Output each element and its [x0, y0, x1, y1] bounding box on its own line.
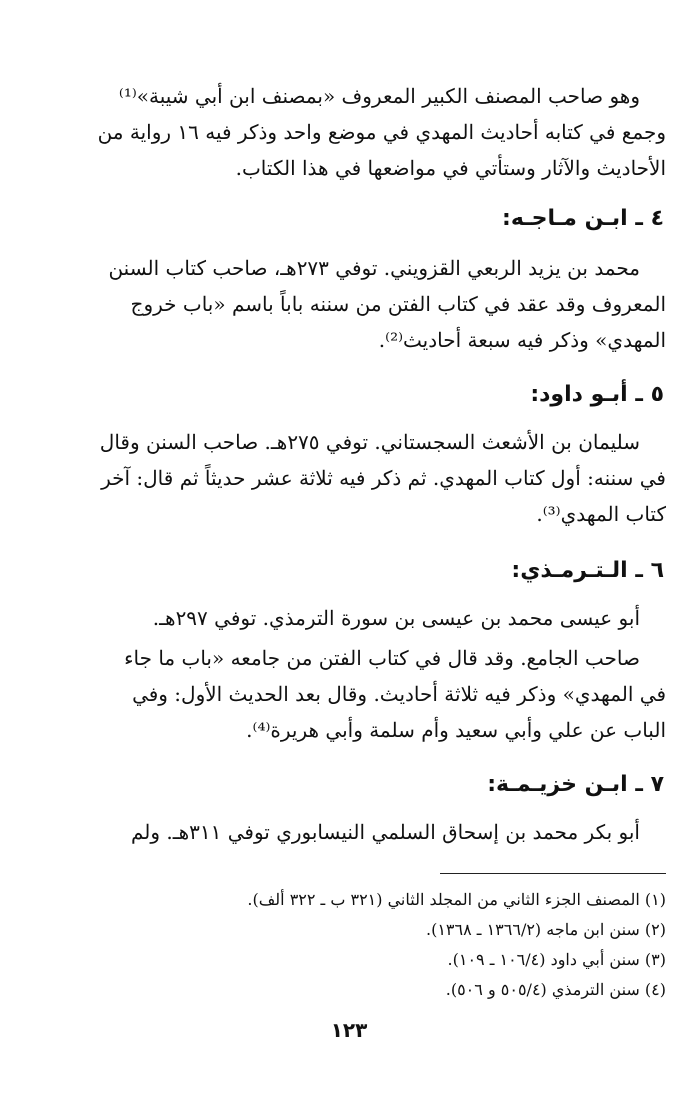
text-line: وهو صاحب المصنف الكبير المعروف «بمصنف ابن أبي شيبة»⁽¹⁾ [118, 84, 640, 108]
paragraph-tirmidhi-jami [72, 640, 666, 748]
text-line: الأحاديث والآثار وستأتي في مواضعها في هذا الكتاب. [235, 156, 666, 180]
paragraph-intro [72, 78, 666, 186]
text-line: المهدي» وذكر فيه سبعة أحاديث⁽²⁾. [378, 328, 666, 352]
text-line: وجمع في كتابه أحاديث المهدي في موضع واحد وذكر فيه ١٦ رواية من [97, 120, 666, 144]
text-line: الباب عن علي وأبي سعيد وأم سلمة وأبي هريرة⁽⁴⁾. [246, 718, 666, 742]
section-heading-abu-dawud: ٥ ـ أبـو داود: [530, 382, 664, 407]
text-line: سليمان بن الأشعث السجستاني. توفي ٢٧٥هـ. صاحب السنن وقال [99, 430, 640, 454]
text-line: المعروف وقد عقد في كتاب الفتن من سننه باباً باسم «باب خروج [130, 292, 666, 316]
text-line: محمد بن يزيد الربعي القزويني. توفي ٢٧٣هـ، صاحب كتاب السنن [108, 256, 640, 280]
footnote-4: (٤) سنن الترمذي (٥٠٥/٤ و ٥٠٦). [445, 980, 666, 999]
text-line: في المهدي» وذكر فيه ثلاثة أحاديث. وقال بعد الحديث الأول: وفي [132, 682, 666, 706]
footnote-2: (٢) سنن ابن ماجه (١٣٦٦/٢ ـ ١٣٦٨). [426, 920, 666, 939]
section-heading-tirmidhi: ٦ ـ الـتـرمـذي: [511, 558, 664, 583]
footnote-separator [440, 873, 666, 874]
section-heading-ibn-khuzaymah: ٧ ـ ابـن خزيـمـة: [487, 772, 664, 797]
paragraph-ibn-khuzaymah [72, 814, 666, 850]
text-line: أبو بكر محمد بن إسحاق السلمي النيسابوري توفي ٣١١هـ. ولم [130, 820, 640, 844]
footnote-3: (٣) سنن أبي داود (١٠٦/٤ ـ ١٠٩). [447, 950, 666, 969]
text-line: أبو عيسى محمد بن عيسى بن سورة الترمذي. توفي ٢٩٧هـ. [152, 606, 640, 630]
text-line: في سننه: أول كتاب المهدي. ثم ذكر فيه ثلاثة عشر حديثاً ثم قال: آخر [101, 466, 666, 490]
footnote-1: (١) المصنف الجزء الثاني من المجلد الثاني (٣٢١ ب ـ ٣٢٢ ألف). [247, 890, 666, 909]
paragraph-ibn-majah [72, 250, 666, 358]
section-heading-ibn-majah: ٤ ـ ابـن مـاجـه: [502, 206, 664, 231]
paragraph-abu-dawud [72, 424, 666, 532]
footnotes [106, 885, 666, 1005]
text-line: صاحب الجامع. وقد قال في كتاب الفتن من جامعه «باب ما جاء [124, 646, 640, 670]
text-line: كتاب المهدي⁽³⁾. [536, 502, 666, 526]
page-number: ١٢٣ [330, 1018, 368, 1042]
paragraph-tirmidhi-bio [72, 600, 666, 636]
